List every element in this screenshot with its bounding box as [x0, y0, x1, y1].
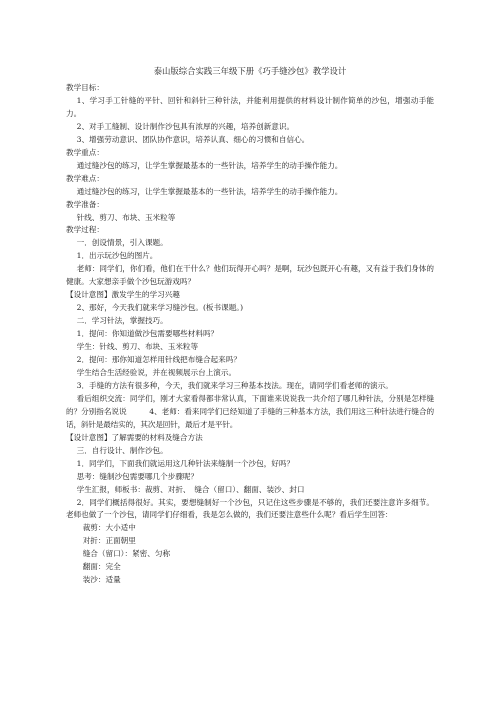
key-text: 通过缝沙包的练习，让学生掌握最基本的一些针法，培养学生的动手操作能力。: [76, 160, 343, 170]
process-line-17: 学生汇报，师板书：裁剪、对折、 缝合（留口）、翻面、装沙、封口: [76, 484, 305, 494]
process-line-3: 老师：同学们，你们看，他们在干什么？他们玩得开心吗？是啊，玩沙包既开心有趣，又有益于我们身体的健康。大家想亲手做个沙包玩游戏吗？: [66, 264, 434, 287]
process-line-12: 看后组织交流：同学们，刚才大家看得都非常认真，下面谁来说说我一共介绍了哪几种针法，分别是怎样缝的？分别指名说说 4、老师：看来同学们已经知道了手缝的三种基本方法，我们用这三种针法进行缝合的话，斜针是最结实的，其次是回针，最后才是平针。: [66, 393, 434, 429]
process-line-15: 1．同学们，下面我们就运用这几种针法来缝制一个沙包，好吗？: [76, 458, 295, 468]
difficult-text: 通过缝沙包的练习，让学生掌握最基本的一些针法，培养学生的动手操作能力。: [76, 186, 343, 196]
process-line-10: 学生结合生活经验说，并在视频展示台上演示。: [76, 367, 237, 377]
process-line-5: 2、那好，今天我们就来学习缝沙包。(板书课题。): [76, 303, 244, 313]
process-line-14: 三．自行设计、制作沙包。: [76, 445, 168, 455]
process-line-23: 装沙：适量: [82, 575, 121, 585]
goals-heading: 教学目标：: [66, 83, 104, 92]
page-title: 泰山版综合实践三年级下册《巧手缝沙包》教学设计: [153, 66, 347, 76]
goal-2: 2、对手工缝制、设计制作沙包具有浓厚的兴趣，培养创新意识。: [76, 121, 295, 131]
process-line-7: 1．提问：你知道做沙包需要哪些材料吗？: [76, 329, 219, 339]
process-line-9: 2．提问：那你知道怎样用针线把布缝合起来吗？: [76, 355, 241, 365]
difficult-heading: 教学难点：: [66, 173, 104, 183]
process-line-13: 【设计意图】了解需要的材料及缝合方法: [66, 432, 203, 442]
process-line-18: 2．同学们概括得很好。其实，要想缝制好一个沙包，只记住这些步骤是不够的，我们还要注意许多细节。老师也做了一个沙包，请同学们仔细看，我是怎么做的，我们还要注意些什么呢？看后学生回答：: [66, 497, 434, 520]
goal-1: 1、学习手工针缝的平针、回针和斜针三种针法，并能利用提供的材料设计制作简单的沙包，增强动手能力。: [66, 95, 434, 118]
prep-text: 针线、剪刀、布块、玉米粒等: [76, 212, 176, 222]
prep-heading: 教学准备：: [66, 199, 104, 209]
process-line-22: 翻面：完全: [82, 562, 121, 572]
goal-3: 3、增强劳动意识、团队协作意识，培养认真、细心的习惯和自信心。: [76, 134, 310, 144]
process-line-21: 缝合（留口）：紧密、匀称: [82, 549, 171, 559]
key-heading: 教学重点：: [66, 147, 104, 157]
process-line-1: 一．创设情景，引入课题。: [76, 238, 168, 248]
process-line-16: 思考：缝制沙包需要哪几个步骤呢？: [76, 471, 199, 481]
process-line-8: 学生：针线、剪刀、布块、玉米粒等: [76, 342, 199, 352]
process-line-6: 二．学习针法，掌握技巧。: [76, 316, 168, 326]
process-line-20: 对折：正面朝里: [82, 536, 136, 546]
process-line-11: 3．手缝的方法有很多种，今天，我们就来学习三种基本技法。现在，请同学们看老师的演示。: [76, 380, 393, 390]
process-line-2: 1．出示玩沙包的图片。: [76, 251, 158, 261]
process-line-19: 裁剪：大小适中: [82, 523, 136, 533]
process-line-4: 【设计意图】激发学生的学习兴趣: [66, 290, 180, 300]
document-body: [66, 82, 434, 587]
process-heading: 教学过程：: [66, 225, 104, 235]
